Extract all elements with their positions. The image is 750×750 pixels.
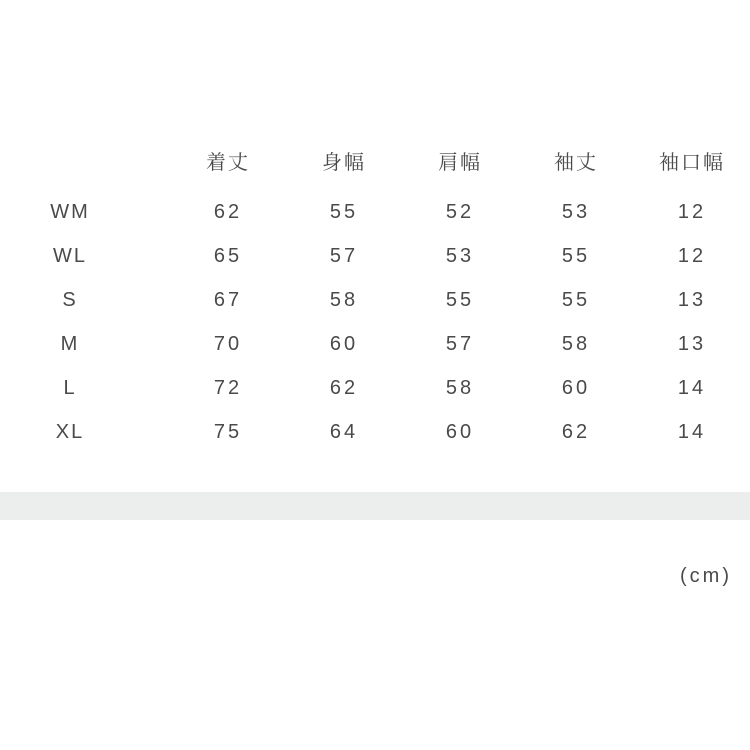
column-header-cuff-width: 袖口幅	[659, 151, 725, 174]
cell-wm-sleeve-length: 53	[561, 200, 591, 223]
cell-s-length: 67	[213, 288, 243, 311]
cell-xl-chest-width: 64	[329, 420, 359, 443]
cell-wl-shoulder-width: 53	[445, 244, 475, 267]
size-table-body	[0, 190, 750, 454]
size-table	[0, 130, 750, 454]
row-label-xl: XL	[55, 420, 85, 443]
cell-xl-sleeve-length: 62	[561, 420, 591, 443]
cell-s-chest-width: 58	[329, 288, 359, 311]
column-header-chest-width: 身幅	[322, 151, 366, 174]
table-header-row	[0, 130, 750, 190]
cell-wm-cuff-width: 12	[677, 200, 707, 223]
column-header-shoulder-width: 肩幅	[438, 151, 482, 174]
cell-wl-length: 65	[213, 244, 243, 267]
cell-xl-shoulder-width: 60	[445, 420, 475, 443]
table-row	[0, 366, 750, 410]
cell-wl-cuff-width: 12	[677, 244, 707, 267]
cell-wm-length: 62	[213, 200, 243, 223]
row-label-m: M	[60, 332, 80, 355]
row-label-wm: WM	[50, 200, 90, 223]
cell-s-sleeve-length: 55	[561, 288, 591, 311]
cell-l-shoulder-width: 58	[445, 376, 475, 399]
cell-m-sleeve-length: 58	[561, 332, 591, 355]
table-row	[0, 278, 750, 322]
table-row	[0, 322, 750, 366]
cell-l-length: 72	[213, 376, 243, 399]
cell-l-sleeve-length: 60	[561, 376, 591, 399]
row-label-s: S	[62, 288, 78, 311]
cell-s-cuff-width: 13	[677, 288, 707, 311]
cell-wl-chest-width: 57	[329, 244, 359, 267]
cell-m-shoulder-width: 57	[445, 332, 475, 355]
cell-l-cuff-width: 14	[677, 376, 707, 399]
cell-m-chest-width: 60	[329, 332, 359, 355]
cell-s-shoulder-width: 55	[445, 288, 475, 311]
cell-m-cuff-width: 13	[677, 332, 707, 355]
table-row	[0, 190, 750, 234]
section-divider-band	[0, 492, 750, 520]
cell-wm-shoulder-width: 52	[445, 200, 475, 223]
column-header-sleeve-length: 袖丈	[554, 151, 598, 174]
cell-wl-sleeve-length: 55	[561, 244, 591, 267]
row-label-wl: WL	[53, 244, 87, 267]
table-row	[0, 234, 750, 278]
table-row	[0, 410, 750, 454]
row-label-l: L	[63, 376, 77, 399]
cell-xl-length: 75	[213, 420, 243, 443]
column-header-size	[0, 130, 170, 190]
cell-xl-cuff-width: 14	[677, 420, 707, 443]
cell-m-length: 70	[213, 332, 243, 355]
unit-note: (cm)	[680, 565, 732, 587]
cell-l-chest-width: 62	[329, 376, 359, 399]
cell-wm-chest-width: 55	[329, 200, 359, 223]
column-header-length: 着丈	[206, 151, 250, 174]
size-table-header	[0, 130, 750, 190]
